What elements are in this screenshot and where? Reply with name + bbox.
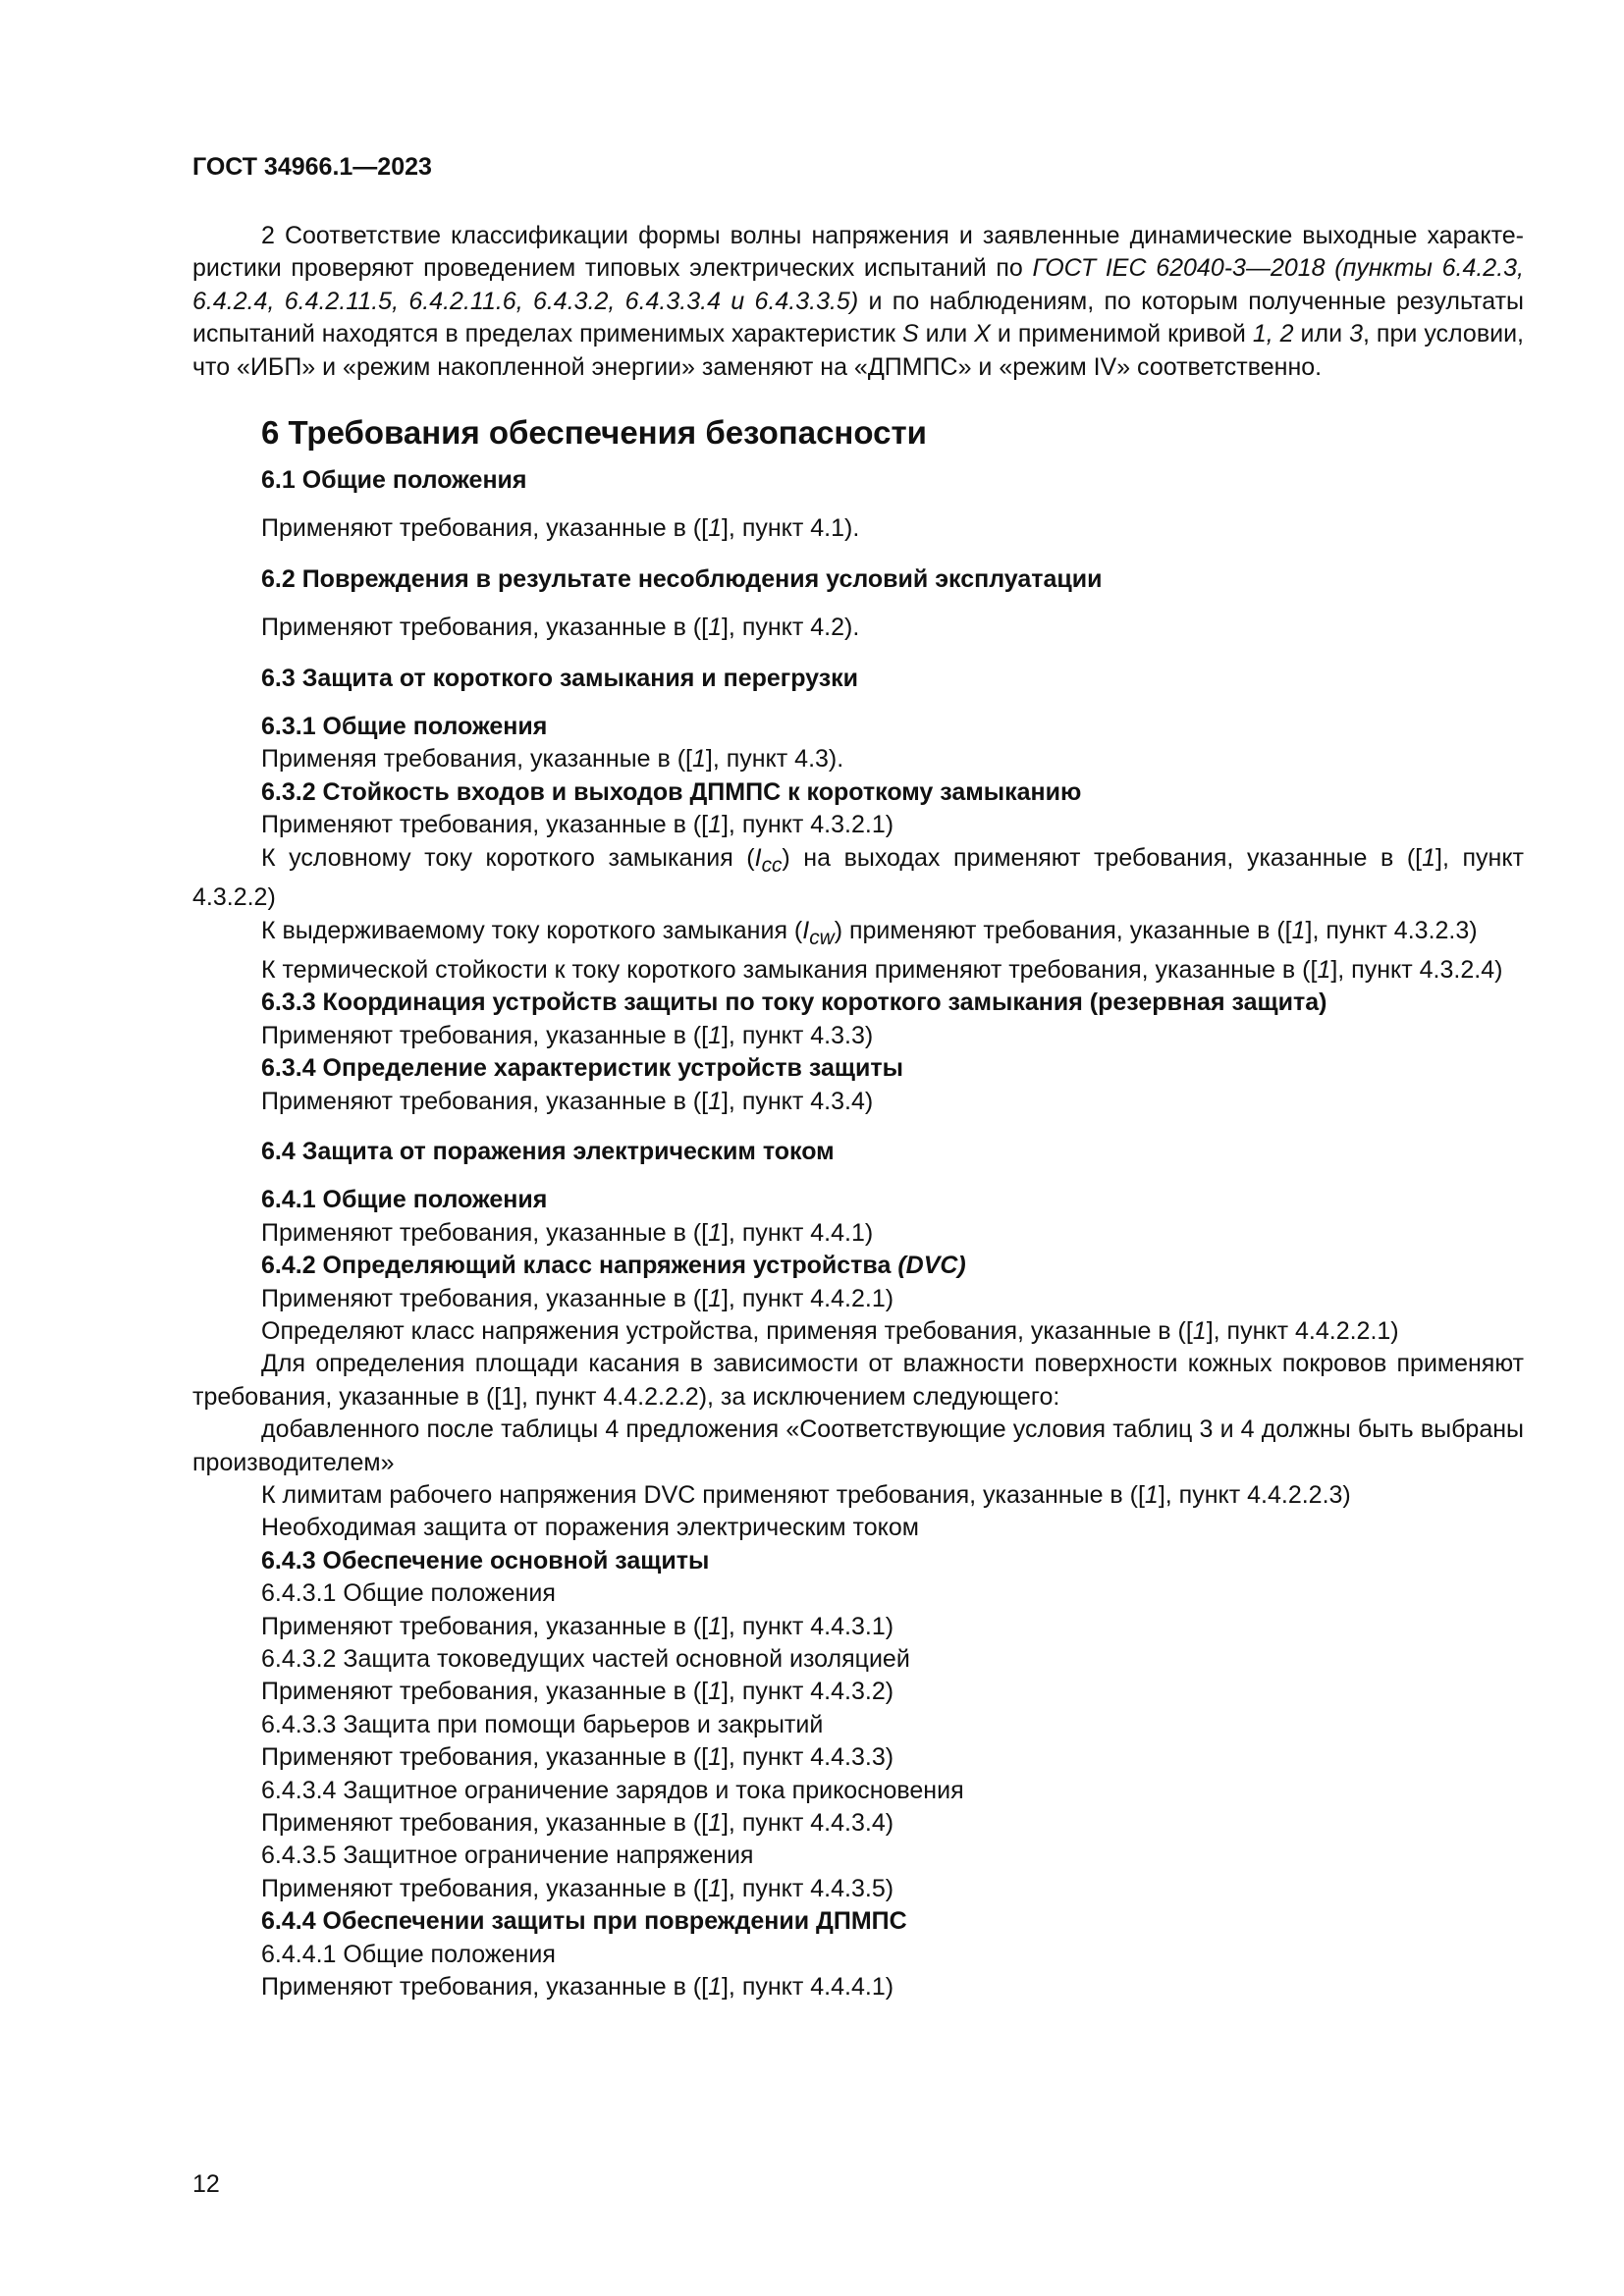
section-6-4-3-3-text: Применяют требования, указанные в ([1], пункт 4.4.3.3) [261,1743,894,1772]
section-6-1-title: 6.1 Общие положения [261,466,527,495]
section-6-4-title: 6.4 Защита от поражения электрическим током [261,1137,835,1165]
section-6-4-1-title: 6.4.1 Общие положения [261,1186,548,1214]
section-6-4-4-title: 6.4.4 Обеспечении защиты при повреждении ДПМПС [261,1907,907,1936]
section-6-4-2-text-4: добавленного после таблицы 4 предложения «Соответствующие условия таблиц 3 и 4 должны быть выбраны производителем» [192,1415,1524,1476]
section-6-4-2-text-6: Необходимая защита от поражения электрическим током [261,1514,919,1542]
section-6-3-3-text: Применяют требования, указанные в ([1], пункт 4.3.3) [261,1021,874,1049]
section-6-3-2-text-thermal: К термической стойкости к току короткого замыкания применяют требования, указанные в ([1], пункт 4.3.2.4) [261,955,1503,984]
section-6-4-3-1-text: Применяют требования, указанные в ([1], пункт 4.4.3.1) [261,1612,894,1640]
section-6-4-2-text-2: Определяют класс напряжения устройства, применяя требования, указанные в ([1], пункт 4.4.2.2.1) [261,1316,1399,1345]
section-6-4-3-1-title: 6.4.3.1 Общие положения [261,1579,556,1608]
page-number: 12 [192,2170,220,2198]
section-6-4-2-title: 6.4.2 Определяющий класс напряжения устройства (DVC) [261,1252,966,1280]
section-6-4-2-text-5: К лимитам рабочего напряжения DVC применяют требования, указанные в ([1], пункт 4.4.2.2.3) [261,1481,1351,1509]
section-6-3-2-text-icc: К условному току короткого замыкания $(I_{cc})$ на выходах применяют требования, указанные в ([1], пункт 4.3.2.2) [192,843,1524,912]
standard-header: ГОСТ 34966.1—2023 [192,153,432,181]
section-6-1-text: Применяют требования, указанные в ([1], пункт 4.1). [261,514,860,543]
section-6-2-text: Применяют требования, указанные в ([1], пункт 4.2). [261,614,860,642]
section-6-3-1-text: Применяя требования, указанные в ([1], пункт 4.3). [261,745,844,774]
section-6-2-title: 6.2 Повреждения в результате несоблюдения условий эксплуатации [261,564,1103,593]
section-6-3-2-text-1: Применяют требования, указанные в ([1], пункт 4.3.2.1) [261,811,894,839]
section-6-3-3-title: 6.3.3 Координация устройств защиты по току короткого замыкания (резервная защита) [261,988,1327,1017]
section-6-4-3-4-title: 6.4.3.4 Защитное ограничение зарядов и тока прикосновения [261,1776,964,1804]
section-6-4-3-3-title: 6.4.3.3 Защита при помощи барьеров и закрытий [261,1710,824,1738]
section-6-3-title: 6.3 Защита от короткого замыкания и перегрузки [261,664,859,692]
section-6-4-1-text: Применяют требования, указанные в ([1], пункт 4.4.1) [261,1218,874,1247]
section-6-4-3-5-text: Применяют требования, указанные в ([1], пункт 4.4.3.5) [261,1874,894,1902]
section-6-3-2-text-icw: К выдерживаемому току короткого замыкания $(I_{cw})$ применяют требования, указанные в ([1], пункт 4.3.2.3) [261,916,1478,949]
section-6-4-2-text-3: Для определения площади касания в зависимости от влажности поверхности кожных покровов применяют требования, указанные в ([1], пункт 4.4.2.2.2), за исключением следующего: [192,1350,1524,1411]
section-6-4-4-1-text: Применяют требования, указанные в ([1], пункт 4.4.4.1) [261,1973,894,2002]
section-6-3-1-title: 6.3.1 Общие положения [261,713,548,741]
page-content [192,220,1524,2004]
section-6-4-4-1-title: 6.4.4.1 Общие положения [261,1940,556,1968]
section-6-4-3-title: 6.4.3 Обеспечение основной защиты [261,1546,710,1575]
section-6-3-2-title: 6.3.2 Стойкость входов и выходов ДПМПС к короткому замыканию [261,777,1082,806]
section-6-3-4-title: 6.3.4 Определение характеристик устройств защиты [261,1054,903,1083]
note-2: 2 Соответствие классификации формы волны напряжения и заявленные динамические выходные характе-ристики проверяют проведением типовых электрических испытаний по ГОСТ IEC 62040-3—2018 (пункты 6.4.2.3, 6.4.2.4, 6.4.2.11.5, 6.4.2.11.6, 6.4.3.2, 6.4.3.3.4 и 6.4.3.3.5) и по наблюдениям, по которым полученные результаты испытаний находятся в пределах применимых характеристик S или X и применимой кривой 1, 2 или 3, при условии, что «ИБП» и «режим накопленной энергии» заменяют на «ДПМПС» и «режим IV» соответственно. [192,222,1525,381]
section-6-3-4-text: Применяют требования, указанные в ([1], пункт 4.3.4) [261,1087,874,1115]
section-6-4-3-2-text: Применяют требования, указанные в ([1], пункт 4.4.3.2) [261,1678,894,1706]
section-6-title: 6 Требования обеспечения безопасности [261,414,927,452]
section-6-4-3-5-title: 6.4.3.5 Защитное ограничение напряжения [261,1842,754,1870]
section-6-4-2-text-1: Применяют требования, указанные в ([1], пункт 4.4.2.1) [261,1284,894,1312]
section-6-4-3-4-text: Применяют требования, указанные в ([1], пункт 4.4.3.4) [261,1809,894,1838]
section-6-4-3-2-title: 6.4.3.2 Защита токоведущих частей основной изоляцией [261,1645,910,1674]
